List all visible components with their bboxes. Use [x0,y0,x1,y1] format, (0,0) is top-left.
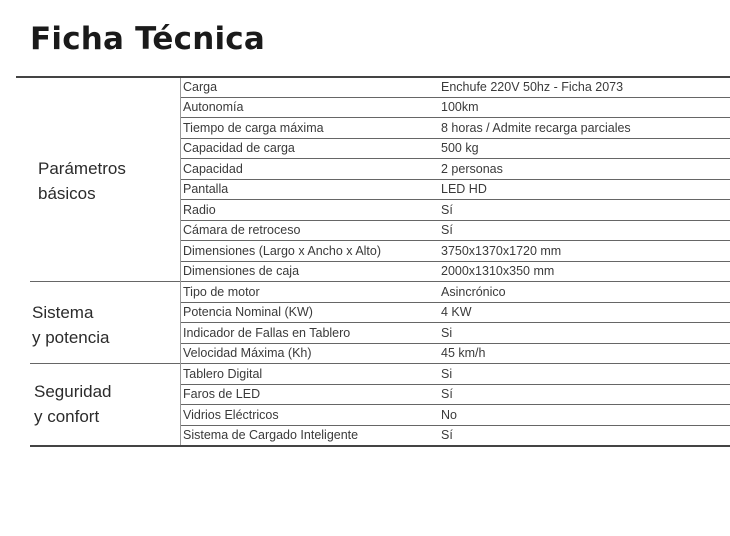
page-title: Ficha Técnica [30,21,265,57]
row-label: Dimensiones (Largo x Ancho x Alto) [183,244,382,258]
row-value: 500 kg [441,141,479,155]
row-label: Carga [183,80,218,94]
row-label: Tablero Digital [183,367,263,381]
row-value: Sí [441,203,453,217]
table-row [180,138,730,158]
row-label: Cámara de retroceso [183,223,301,237]
table-row [180,97,730,117]
row-label: Capacidad de carga [183,141,295,155]
row-value: LED HD [441,182,487,196]
table-row [180,200,730,220]
row-label: Sistema de Cargado Inteligente [183,428,359,442]
row-value: Asincrónico [441,285,506,299]
row-value: Sí [441,428,453,442]
row-value: 3750x1370x1720 mm [441,244,562,258]
row-label: Pantalla [183,182,229,196]
row-label: Capacidad [183,162,243,176]
row-value: Enchufe 220V 50hz - Ficha 2073 [441,80,624,94]
table-row [180,118,730,138]
row-value: No [441,408,457,422]
table-row [180,364,730,384]
table-row [180,405,730,425]
row-value: 4 KW [441,305,472,319]
table-row [180,425,730,445]
row-label: Potencia Nominal (KW) [183,305,313,319]
table-row [180,159,730,179]
row-label: Dimensiones de caja [183,264,300,278]
row-label: Vidrios Eléctricos [183,408,279,422]
row-value: 8 horas / Admite recarga parciales [441,121,631,135]
row-value: 100km [441,100,479,114]
row-label: Velocidad Máxima (Kh) [183,346,312,360]
table-row [180,77,730,97]
row-label: Tipo de motor [183,285,260,299]
section-title-line: y confort [34,407,100,426]
row-value: Sí [441,223,453,237]
table-row [180,220,730,240]
row-label: Radio [183,203,216,217]
table-row [180,282,730,302]
table-row [180,241,730,261]
row-value: Si [441,326,453,340]
row-label: Autonomía [183,100,244,114]
section-title-seguridad-confort [34,379,112,429]
section-title-line: Sistema [32,303,94,322]
row-value: 2 personas [441,162,503,176]
table-row [180,323,730,343]
section-title-line: Seguridad [34,382,112,401]
section-title-line: básicos [38,184,96,203]
section-title-parametros-basicos [38,156,126,206]
row-label: Tiempo de carga máxima [183,121,324,135]
table-bottom-rule [30,445,730,447]
section-title-sistema-potencia [32,300,110,350]
table-row [180,302,730,322]
row-label: Indicador de Fallas en Tablero [183,326,351,340]
table-row [180,261,730,281]
table-row [180,179,730,199]
table-row [180,384,730,404]
row-value: 45 km/h [441,346,486,360]
section-title-line: y potencia [32,328,110,347]
table-row [180,343,730,363]
row-value: Sí [441,387,453,401]
section-title-line: Parámetros [38,159,126,178]
row-value: 2000x1310x350 mm [441,264,555,278]
row-value: Si [441,367,453,381]
row-label: Faros de LED [183,387,261,401]
